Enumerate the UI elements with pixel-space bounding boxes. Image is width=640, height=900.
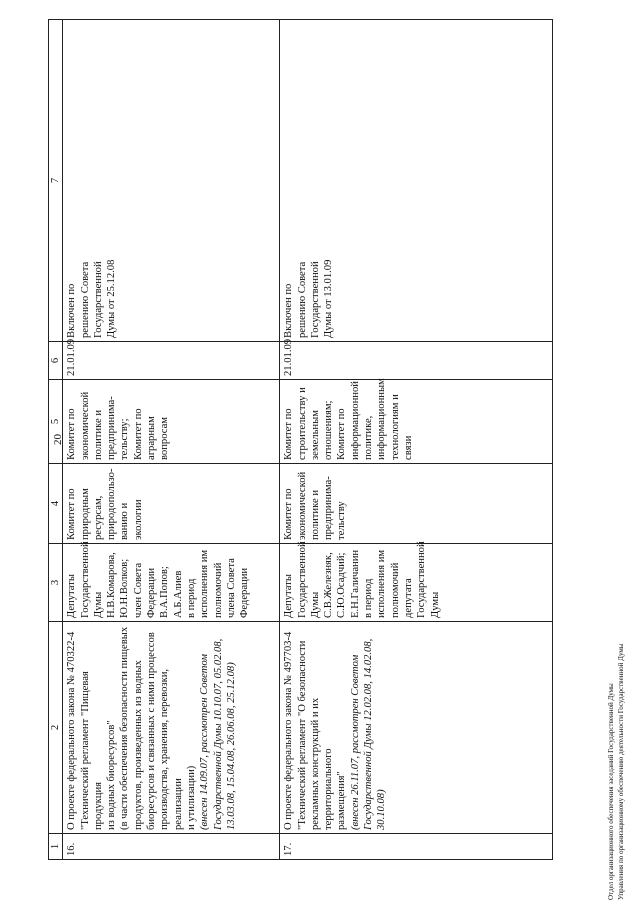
co-committee-cell bbox=[63, 380, 280, 464]
text-line: рекламных конструкций и их территориального bbox=[309, 697, 335, 830]
text-line: Думы bbox=[92, 591, 104, 618]
text-line: С.Ю.Осадчий; bbox=[336, 552, 348, 618]
footer-line-directorate: Управления по организационному обеспечению деятельности Государственной Думы bbox=[617, 643, 625, 900]
page-footer bbox=[607, 0, 627, 900]
co-committee-cell bbox=[280, 380, 553, 464]
column-header: 4 bbox=[49, 464, 63, 544]
text-line: решению Совета bbox=[296, 261, 308, 338]
text-line: Депутаты bbox=[283, 574, 295, 618]
text-line: продуктов, произведенных из водных bbox=[132, 660, 144, 830]
text-line: полномочий bbox=[389, 562, 401, 618]
text-line: 30.10.08) bbox=[376, 789, 388, 830]
text-line: природным bbox=[79, 488, 91, 540]
document-table-rotated bbox=[48, 20, 588, 860]
text-line: ресурсам, bbox=[92, 495, 104, 540]
text-line: "Технический регламент "Пищевая продукция bbox=[79, 671, 104, 830]
text-line: исполнения им bbox=[199, 549, 211, 618]
text-line: аграрным bbox=[146, 416, 158, 460]
text-line: Комитет по bbox=[336, 408, 348, 460]
text-line: экономической bbox=[79, 391, 91, 460]
text-line: информационной bbox=[349, 381, 361, 460]
text-line: политике и bbox=[92, 410, 104, 460]
text-line: Ю.Н.Волков; bbox=[119, 558, 131, 618]
lead-committee-cell bbox=[63, 464, 280, 544]
bill-note bbox=[349, 625, 389, 830]
text-line: "Технический регламент "О безопасности bbox=[296, 640, 308, 830]
text-line: Государственной bbox=[79, 541, 91, 618]
text-line: экономической bbox=[296, 471, 308, 540]
text-line: Государственной bbox=[92, 261, 104, 338]
text-line: технологиям и bbox=[389, 394, 401, 460]
text-line: Федерации bbox=[146, 567, 158, 618]
text-line: Комитет по bbox=[66, 488, 78, 540]
text-line: В.А.Попов; bbox=[159, 566, 171, 618]
text-line: строительству и bbox=[296, 387, 308, 460]
text-line: член Совета bbox=[132, 562, 144, 618]
text-line: Думы от 25.12.08 bbox=[106, 259, 118, 338]
bill-title bbox=[65, 625, 198, 830]
text-line: биоресурсов и связанных с ними процессов bbox=[146, 632, 158, 830]
decision-cell bbox=[63, 20, 280, 342]
text-line: Н.В.Комарова, bbox=[106, 552, 118, 618]
text-line: О проекте федерального закона № 470322-4 bbox=[66, 631, 78, 830]
text-line: в период bbox=[185, 578, 197, 618]
text-line: Федерации bbox=[239, 567, 251, 618]
text-line: в период bbox=[363, 578, 375, 618]
text-line: отношениям; bbox=[323, 400, 335, 460]
column-header: 6 bbox=[49, 342, 63, 380]
text-line: ванию и экологии bbox=[119, 499, 144, 540]
initiators-cell bbox=[63, 541, 280, 622]
page-number: 20 bbox=[52, 434, 64, 445]
column-header: 5 bbox=[49, 380, 63, 464]
bill-description bbox=[280, 622, 553, 834]
date-cell: 21.01.09 bbox=[63, 342, 280, 380]
text-line: члена Совета bbox=[225, 558, 237, 618]
lead-committee-cell bbox=[280, 464, 553, 544]
initiators-cell bbox=[280, 541, 553, 622]
text-line: из водных биоресурсов" bbox=[106, 720, 118, 830]
text-line: Комитет по bbox=[66, 408, 78, 460]
text-line: политике, bbox=[363, 415, 375, 460]
footer-line-department: Отдел организационного обеспечения заседаний Государственной Думы bbox=[607, 683, 615, 900]
column-header: 1 bbox=[49, 834, 63, 860]
text-line: тельству bbox=[336, 501, 348, 540]
text-line: предпринима- bbox=[323, 476, 335, 540]
text-line: Государственной Думы 10.10.07, 05.02.08, bbox=[212, 638, 224, 830]
text-line: Государственной bbox=[309, 261, 321, 338]
text-line: Депутаты bbox=[66, 574, 78, 618]
text-line: Государственной bbox=[416, 541, 428, 618]
table-row bbox=[63, 20, 280, 860]
text-line: 13.03.08, 15.04.08, 26.06.08, 25.12.08) bbox=[225, 662, 237, 830]
decision-cell bbox=[280, 20, 553, 342]
column-header: 3 bbox=[49, 544, 63, 622]
text-line: Думы bbox=[309, 591, 321, 618]
row-number: 17. bbox=[280, 834, 553, 860]
bill-title bbox=[282, 625, 348, 830]
text-line: Включен по bbox=[283, 283, 295, 338]
text-line: и утилизации) bbox=[185, 765, 197, 830]
text-line: Комитет по bbox=[283, 488, 295, 540]
text-line: Думы bbox=[429, 591, 441, 618]
text-line: исполнения им bbox=[376, 549, 388, 618]
text-line: информационным bbox=[376, 378, 388, 460]
text-line: Думы от 13.01.09 bbox=[323, 259, 335, 338]
agenda-table bbox=[48, 19, 553, 860]
text-line: С.В.Железняк, bbox=[323, 552, 335, 618]
text-line: полномочий bbox=[212, 562, 224, 618]
text-line: О проекте федерального закона № 497703-4 bbox=[283, 631, 295, 830]
text-line: депутата bbox=[402, 578, 414, 618]
table-row bbox=[280, 20, 553, 860]
bill-note bbox=[198, 625, 238, 830]
text-line: А.Б.Алиев bbox=[172, 570, 184, 618]
text-line: природопользо- bbox=[106, 468, 118, 540]
text-line: тельству; bbox=[119, 418, 131, 460]
column-header: 2 bbox=[49, 622, 63, 834]
text-line: производства, хранения, перевозки, реализации bbox=[159, 668, 184, 830]
text-line: Комитет по bbox=[283, 408, 295, 460]
text-line: Комитет по bbox=[132, 408, 144, 460]
text-line: Включен по bbox=[66, 283, 78, 338]
text-line: (внесен 14.09.07, рассмотрен Советом bbox=[199, 654, 211, 830]
text-line: (внесен 26.11.07, рассмотрен Советом bbox=[349, 654, 361, 830]
text-line: размещения" bbox=[336, 771, 348, 830]
text-line: политике и bbox=[309, 490, 321, 540]
bill-description bbox=[63, 622, 280, 834]
text-line: Государственной bbox=[296, 541, 308, 618]
text-line: Е.Н.Галичанин bbox=[349, 549, 361, 618]
text-line: Государственной Думы 12.02.08, 14.02.08, bbox=[363, 638, 375, 830]
text-line: связи bbox=[402, 435, 414, 460]
date-cell: 21.01.09 bbox=[280, 342, 553, 380]
table-header-row bbox=[49, 20, 63, 860]
column-header: 7 bbox=[49, 20, 63, 342]
text-line: решению Совета bbox=[79, 261, 91, 338]
text-line: (в части обеспечения безопасности пищевых bbox=[119, 626, 131, 830]
text-line: земельным bbox=[309, 410, 321, 460]
row-number: 16. bbox=[63, 834, 280, 860]
text-line: предпринима- bbox=[106, 396, 118, 460]
text-line: вопросам bbox=[159, 417, 171, 460]
